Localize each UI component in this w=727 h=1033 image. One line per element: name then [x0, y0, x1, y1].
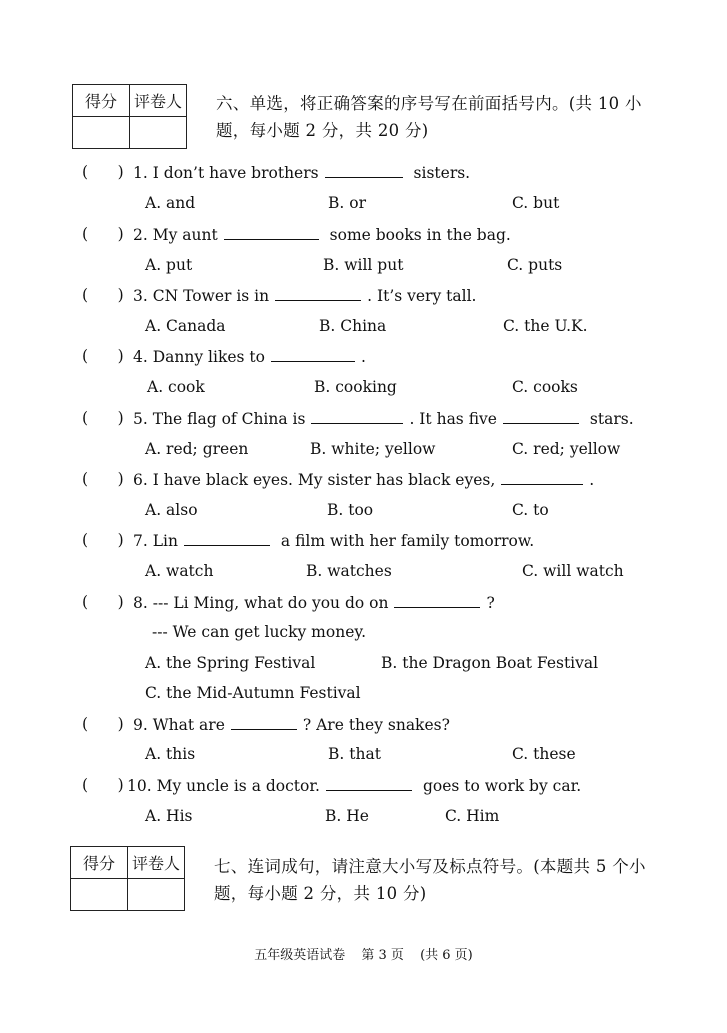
- option-3b: B. China: [319, 317, 387, 335]
- answer-paren-9[interactable]: ( ): [82, 715, 124, 733]
- option-4c: C. cooks: [512, 378, 578, 396]
- answer-blank[interactable]: [275, 286, 361, 301]
- option-7b: B. watches: [306, 562, 392, 580]
- page-footer: [0, 944, 727, 963]
- score-box-section6: [72, 84, 187, 149]
- option-10a: A. His: [145, 807, 193, 825]
- section6-title: 六、单选，将正确答案的序号写在前面括号内。(共 10 小题，每小题 2 分，共 20 分): [216, 94, 642, 140]
- option-1a: A. and: [145, 194, 196, 212]
- answer-paren-3[interactable]: ( ): [82, 286, 124, 304]
- question-6: 6. I have black eyes. My sister has black eyes, .: [133, 471, 595, 489]
- option-5c: C. red; yellow: [512, 440, 621, 458]
- question-8: 8. --- Li Ming, what do you do on ?: [133, 594, 495, 612]
- option-9c: C. these: [512, 745, 576, 763]
- option-8c: C. the Mid-Autumn Festival: [145, 684, 361, 702]
- score-box-section7: [70, 846, 185, 911]
- answer-blank[interactable]: [311, 409, 403, 424]
- answer-blank[interactable]: [325, 163, 403, 178]
- answer-blank[interactable]: [271, 347, 355, 362]
- option-9a: A. this: [145, 745, 196, 763]
- option-3a: A. Canada: [145, 317, 226, 335]
- option-2b: B. will put: [323, 256, 404, 274]
- answer-paren-10[interactable]: ( ): [82, 776, 124, 794]
- answer-paren-4[interactable]: ( ): [82, 347, 124, 365]
- option-4b: B. cooking: [314, 378, 397, 396]
- score-field[interactable]: [73, 117, 130, 149]
- score-label: 得分: [71, 847, 128, 879]
- option-6b: B. too: [327, 501, 374, 519]
- option-4a: A. cook: [147, 378, 205, 396]
- question-9: 9. What are ? Are they snakes?: [133, 716, 450, 734]
- answer-paren-7[interactable]: ( ): [82, 531, 124, 549]
- answer-paren-2[interactable]: ( ): [82, 225, 124, 243]
- grader-field[interactable]: [128, 879, 185, 911]
- question-10: 10. My uncle is a doctor. goes to work by car.: [127, 777, 582, 795]
- option-10c: C. Him: [445, 807, 500, 825]
- question-3: 3. CN Tower is in . It’s very tall.: [133, 287, 477, 305]
- question-2: 2. My aunt some books in the bag.: [133, 226, 511, 244]
- answer-paren-5[interactable]: ( ): [82, 409, 124, 427]
- option-8b: B. the Dragon Boat Festival: [381, 654, 599, 672]
- paper-name: 五年级英语试卷: [254, 948, 346, 963]
- option-9b: B. that: [328, 745, 381, 763]
- answer-blank[interactable]: [224, 225, 319, 240]
- question-8-reply: --- We can get lucky money.: [152, 623, 366, 641]
- option-1b: B. or: [328, 194, 366, 212]
- question-7: 7. Lin a film with her family tomorrow.: [133, 532, 535, 550]
- answer-blank[interactable]: [503, 409, 579, 424]
- answer-paren-8[interactable]: ( ): [82, 593, 124, 611]
- answer-blank[interactable]: [501, 470, 583, 485]
- option-2a: A. put: [145, 256, 193, 274]
- option-7c: C. will watch: [522, 562, 624, 580]
- option-5b: B. white; yellow: [310, 440, 436, 458]
- option-1c: C. but: [512, 194, 560, 212]
- option-3c: C. the U.K.: [503, 317, 588, 335]
- question-1: 1. I don’t have brothers sisters.: [133, 164, 471, 182]
- answer-paren-6[interactable]: ( ): [82, 470, 124, 488]
- option-6a: A. also: [145, 501, 198, 519]
- question-5: 5. The flag of China is . It has five stars.: [133, 410, 634, 428]
- section7-title: 七、连词成句，请注意大小写及标点符号。(本题共 5 个小题，每小题 2 分，共 10 分): [214, 857, 646, 903]
- option-8a: A. the Spring Festival: [145, 654, 316, 672]
- question-4: 4. Danny likes to .: [133, 348, 366, 366]
- option-10b: B. He: [325, 807, 369, 825]
- answer-blank[interactable]: [231, 715, 297, 730]
- option-2c: C. puts: [507, 256, 563, 274]
- page-number: 第 3 页: [361, 948, 404, 963]
- score-field[interactable]: [71, 879, 128, 911]
- score-label: 得分: [73, 85, 130, 117]
- answer-paren-1[interactable]: ( ): [82, 163, 124, 181]
- answer-blank[interactable]: [184, 531, 270, 546]
- option-7a: A. watch: [145, 562, 214, 580]
- answer-blank[interactable]: [394, 593, 480, 608]
- option-5a: A. red; green: [145, 440, 249, 458]
- answer-blank[interactable]: [326, 776, 412, 791]
- page-total: (共 6 页): [420, 948, 473, 963]
- grader-label: 评卷人: [128, 847, 185, 879]
- grader-label: 评卷人: [130, 85, 187, 117]
- option-6c: C. to: [512, 501, 549, 519]
- grader-field[interactable]: [130, 117, 187, 149]
